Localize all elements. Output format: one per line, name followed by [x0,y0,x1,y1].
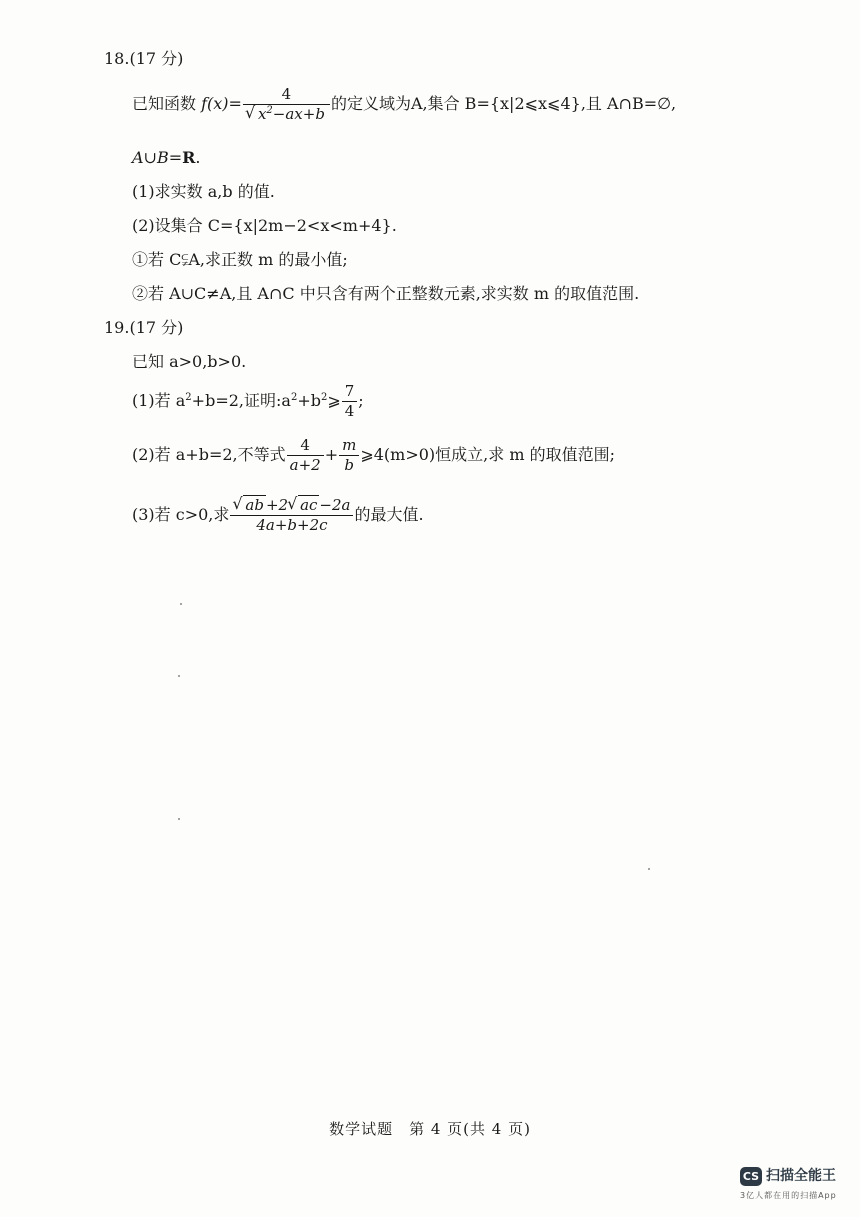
q19-p3-tail-num: −2a [319,496,351,514]
q19-p2-den2: b [344,456,355,474]
q19-p1-ge: ⩾ [327,391,341,410]
q19-p2-tail: ⩾4(m>0)恒成立,求 m 的取值范围; [360,445,615,464]
q18-sub1: ①若 C⫋A,求正数 m 的最小值; [132,250,348,269]
q19-p2-den1: a+2 [289,456,321,474]
scan-speck [648,868,650,870]
q19-given: 已知 a>0,b>0. [132,352,247,371]
q19-part2 [132,437,615,477]
q18-stem-end: . [195,148,201,167]
scan-speck [178,675,180,677]
watermark-app-name: 扫描全能王 [766,1168,836,1184]
q18-real-set: R [182,148,196,167]
q19-p1-denominator: 4 [344,402,355,420]
q18-part1: (1)求实数 a,b 的值. [132,182,275,201]
q19-p3-fraction [230,497,353,534]
q18-header [104,49,183,69]
q19-p1-exp3: 2 [320,392,328,403]
q18-sub2: ②若 A∪C≠A,且 A∩C 中只含有两个正整数元素,求实数 m 的取值范围. [132,284,640,303]
q19-points: (17 分) [129,318,184,337]
q19-p3-denominator: 4a+b+2c [256,516,328,534]
q19-p3-end: 的最大值. [354,505,424,524]
q19-part3 [132,497,424,537]
q19-p1-lead: (1)若 a [132,391,186,410]
camscanner-logo-icon: CS [740,1167,762,1186]
q19-p1-exp2: 2 [290,392,298,403]
q18-stem-line2 [132,148,201,168]
q19-p2-lead: (2)若 a+b=2,不等式 [132,445,286,464]
q19-p1-exp: 2 [185,392,192,403]
q18-function-name: f(x)= [201,94,242,113]
q19-p1-end: ; [358,391,364,410]
q18-stem-tail: 的定义域为A,集合 B={x|2⩽x⩽4},且 A∩B=∅, [330,94,677,113]
q19-p3-mid: +2 [265,496,289,514]
scanner-watermark [740,1166,850,1206]
q18-numerator: 4 [243,86,330,105]
q19-p3-sqrt1: ab [245,496,264,514]
q19-p2-num2: m [339,437,359,456]
watermark-tagline: 3亿人都在用的扫描App [740,1191,837,1200]
q18-union-expr: A∪B= [132,148,183,167]
q19-number: 19. [104,318,130,337]
q18-radicand-rest: −ax+b [272,105,325,123]
q19-p1-numerator: 7 [342,383,358,402]
q18-fraction [243,86,330,123]
q18-stem-lead: 已知函数 [132,94,197,113]
q18-radicand-x: x [257,105,267,123]
q18-radicand-exp: 2 [266,105,273,116]
q19-p2-plus: + [324,445,339,464]
q19-p3-numerator [230,497,353,516]
q18-points: (17 分) [129,49,184,68]
q19-part1 [132,383,364,423]
q18-part2: (2)设集合 C={x|2m−2<x<m+4}. [132,216,397,235]
q18-denominator [243,105,330,123]
q19-p2-num1: 4 [287,437,324,456]
q18-stem [132,86,676,126]
q19-header [104,318,183,338]
q19-p2-fraction2 [339,437,359,474]
scan-speck [180,603,182,605]
q19-p1-mid2: +b [297,391,321,410]
q19-p3-lead: (3)若 c>0,求 [132,505,230,524]
q19-p2-fraction1 [287,437,324,474]
scan-speck [178,818,180,820]
q19-p3-sqrt2: ac [300,496,318,514]
q19-p1-fraction [342,383,358,420]
q19-p1-mid: +b=2,证明:a [191,391,291,410]
q18-number: 18. [104,49,130,68]
page-footer: 数学试题 第 4 页(共 4 页) [329,1120,531,1138]
